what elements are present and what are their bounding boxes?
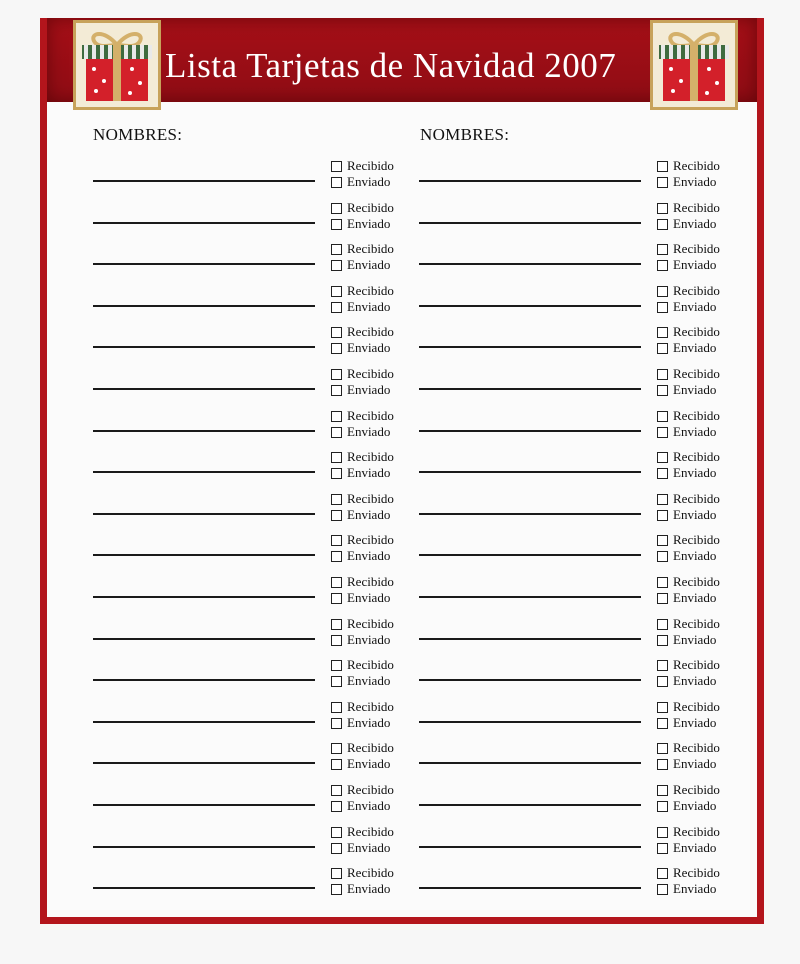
checkbox-icon[interactable] [331, 244, 342, 255]
checkbox-icon[interactable] [657, 660, 668, 671]
checkbox-icon[interactable] [657, 452, 668, 463]
checkbox-icon[interactable] [657, 177, 668, 188]
sent-checkbox[interactable] [657, 798, 716, 814]
sent-checkbox[interactable] [331, 382, 390, 398]
sent-checkbox-label: Enviado [347, 174, 391, 189]
checkbox-icon[interactable] [331, 468, 342, 479]
received-checkbox[interactable] [331, 283, 394, 299]
checkbox-icon[interactable] [331, 660, 342, 671]
sent-checkbox-label: Enviado [347, 548, 391, 563]
sent-checkbox[interactable] [331, 840, 390, 856]
received-checkbox-label: Recibido [347, 158, 394, 173]
checkbox-icon[interactable] [657, 827, 668, 838]
name-entry-line[interactable] [93, 679, 315, 681]
checkbox-icon[interactable] [657, 343, 668, 354]
checkbox-icon[interactable] [657, 468, 668, 479]
checkbox-icon[interactable] [657, 884, 668, 895]
checkbox-icon[interactable] [657, 327, 668, 338]
sent-checkbox[interactable] [657, 340, 716, 356]
name-entry-line[interactable] [419, 388, 641, 390]
sent-checkbox[interactable] [657, 756, 716, 772]
received-checkbox[interactable] [657, 366, 720, 382]
received-checkbox[interactable] [331, 408, 394, 424]
checkbox-icon[interactable] [657, 759, 668, 770]
checkbox-icon[interactable] [657, 535, 668, 546]
christmas-card-list-sheet [40, 18, 764, 924]
checkbox-icon[interactable] [331, 219, 342, 230]
name-entry-line[interactable] [419, 846, 641, 848]
received-checkbox[interactable] [657, 616, 720, 632]
sent-checkbox[interactable] [331, 715, 390, 731]
checkbox-icon[interactable] [657, 427, 668, 438]
checkbox-icon[interactable] [331, 635, 342, 646]
sent-checkbox-label: Enviado [673, 798, 717, 813]
received-checkbox-label: Recibido [673, 324, 720, 339]
name-entry-line[interactable] [93, 554, 315, 556]
checkbox-icon[interactable] [657, 494, 668, 505]
checkbox-icon[interactable] [331, 327, 342, 338]
received-checkbox-label: Recibido [347, 865, 394, 880]
sent-checkbox[interactable] [657, 299, 716, 315]
checkbox-icon[interactable] [331, 884, 342, 895]
name-entry-line[interactable] [93, 804, 315, 806]
received-checkbox[interactable] [331, 241, 394, 257]
received-checkbox[interactable] [657, 491, 720, 507]
checkbox-icon[interactable] [331, 843, 342, 854]
name-entry-line[interactable] [419, 305, 641, 307]
checkbox-icon[interactable] [657, 843, 668, 854]
received-checkbox[interactable] [657, 865, 720, 881]
sent-checkbox[interactable] [331, 507, 390, 523]
received-checkbox-label: Recibido [673, 574, 720, 589]
received-checkbox[interactable] [331, 449, 394, 465]
name-entry-line[interactable] [419, 596, 641, 598]
received-checkbox[interactable] [657, 408, 720, 424]
received-checkbox-label: Recibido [673, 366, 720, 381]
name-entry-line[interactable] [93, 887, 315, 889]
sent-checkbox[interactable] [331, 590, 390, 606]
sent-checkbox[interactable] [331, 673, 390, 689]
received-checkbox-label: Recibido [673, 283, 720, 298]
sent-checkbox-label: Enviado [673, 174, 717, 189]
sent-checkbox-label: Enviado [347, 465, 391, 480]
name-entry-line[interactable] [93, 721, 315, 723]
name-entry-line[interactable] [93, 430, 315, 432]
sent-checkbox[interactable] [331, 465, 390, 481]
received-checkbox-label: Recibido [347, 408, 394, 423]
name-entry-line[interactable] [93, 263, 315, 265]
checkbox-icon[interactable] [657, 577, 668, 588]
checkbox-icon[interactable] [657, 551, 668, 562]
name-entry-line[interactable] [93, 513, 315, 515]
sent-checkbox-label: Enviado [347, 715, 391, 730]
name-entry-line[interactable] [93, 305, 315, 307]
sent-checkbox-label: Enviado [673, 881, 717, 896]
sent-checkbox[interactable] [657, 673, 716, 689]
name-entry-line[interactable] [93, 471, 315, 473]
received-checkbox-label: Recibido [673, 241, 720, 256]
sent-checkbox[interactable] [657, 465, 716, 481]
checkbox-icon[interactable] [657, 385, 668, 396]
name-entry-line[interactable] [93, 346, 315, 348]
checkbox-icon[interactable] [657, 676, 668, 687]
name-entry-line[interactable] [419, 638, 641, 640]
checkbox-icon[interactable] [331, 551, 342, 562]
received-checkbox[interactable] [331, 366, 394, 382]
checkbox-icon[interactable] [657, 203, 668, 214]
sent-checkbox[interactable] [331, 798, 390, 814]
name-entry-line[interactable] [419, 762, 641, 764]
sent-checkbox[interactable] [657, 590, 716, 606]
sent-checkbox-label: Enviado [347, 257, 391, 272]
received-checkbox[interactable] [331, 532, 394, 548]
checkbox-icon[interactable] [657, 868, 668, 879]
name-entry-line[interactable] [419, 804, 641, 806]
received-checkbox-label: Recibido [347, 574, 394, 589]
name-entry-line[interactable] [419, 180, 641, 182]
received-checkbox-label: Recibido [673, 491, 720, 506]
sent-checkbox[interactable] [657, 424, 716, 440]
sent-checkbox-label: Enviado [673, 840, 717, 855]
name-entry-line[interactable] [93, 638, 315, 640]
received-checkbox[interactable] [331, 657, 394, 673]
checkbox-icon[interactable] [657, 161, 668, 172]
received-checkbox-label: Recibido [673, 449, 720, 464]
received-checkbox-label: Recibido [347, 699, 394, 714]
name-entry-line[interactable] [419, 222, 641, 224]
checkbox-icon[interactable] [331, 868, 342, 879]
checkbox-icon[interactable] [657, 411, 668, 422]
checkbox-icon[interactable] [331, 702, 342, 713]
received-checkbox-label: Recibido [347, 491, 394, 506]
name-entry-line[interactable] [419, 554, 641, 556]
checkbox-icon[interactable] [331, 593, 342, 604]
name-entry-line[interactable] [93, 596, 315, 598]
checkbox-icon[interactable] [657, 785, 668, 796]
sent-checkbox-label: Enviado [347, 881, 391, 896]
received-checkbox[interactable] [331, 324, 394, 340]
received-checkbox-label: Recibido [673, 616, 720, 631]
checkbox-icon[interactable] [331, 676, 342, 687]
sent-checkbox-label: Enviado [347, 424, 391, 439]
sent-checkbox[interactable] [331, 257, 390, 273]
name-entry-line[interactable] [419, 346, 641, 348]
received-checkbox-label: Recibido [347, 782, 394, 797]
sent-checkbox-label: Enviado [673, 715, 717, 730]
checkbox-icon[interactable] [331, 177, 342, 188]
name-entry-line[interactable] [419, 263, 641, 265]
checkbox-icon[interactable] [657, 260, 668, 271]
sent-checkbox[interactable] [657, 715, 716, 731]
checkbox-icon[interactable] [657, 635, 668, 646]
received-checkbox[interactable] [331, 491, 394, 507]
sent-checkbox[interactable] [657, 216, 716, 232]
checkbox-icon[interactable] [331, 619, 342, 630]
gift-box-icon [73, 20, 161, 110]
sent-checkbox[interactable] [331, 299, 390, 315]
received-checkbox-label: Recibido [347, 616, 394, 631]
checkbox-icon[interactable] [657, 593, 668, 604]
received-checkbox-label: Recibido [347, 740, 394, 755]
sent-checkbox-label: Enviado [347, 507, 391, 522]
checkbox-icon[interactable] [657, 702, 668, 713]
received-checkbox[interactable] [657, 782, 720, 798]
sent-checkbox-label: Enviado [673, 548, 717, 563]
sent-checkbox[interactable] [331, 632, 390, 648]
checkbox-icon[interactable] [657, 718, 668, 729]
sent-checkbox-label: Enviado [673, 756, 717, 771]
received-checkbox[interactable] [657, 324, 720, 340]
sent-checkbox-label: Enviado [673, 340, 717, 355]
name-entry-line[interactable] [419, 679, 641, 681]
sent-checkbox-label: Enviado [347, 216, 391, 231]
received-checkbox-label: Recibido [347, 324, 394, 339]
checkbox-icon[interactable] [657, 801, 668, 812]
sent-checkbox-label: Enviado [347, 673, 391, 688]
sent-checkbox[interactable] [331, 424, 390, 440]
checkbox-icon[interactable] [657, 619, 668, 630]
name-entry-line[interactable] [419, 430, 641, 432]
sent-checkbox[interactable] [657, 548, 716, 564]
received-checkbox-label: Recibido [347, 449, 394, 464]
name-entry-line[interactable] [419, 513, 641, 515]
sent-checkbox[interactable] [657, 632, 716, 648]
checkbox-icon[interactable] [331, 577, 342, 588]
checkbox-icon[interactable] [331, 759, 342, 770]
received-checkbox-label: Recibido [347, 200, 394, 215]
gift-box-icon [650, 20, 738, 110]
received-checkbox-label: Recibido [673, 699, 720, 714]
received-checkbox-label: Recibido [347, 532, 394, 547]
received-checkbox[interactable] [331, 865, 394, 881]
sent-checkbox-label: Enviado [347, 632, 391, 647]
received-checkbox[interactable] [331, 740, 394, 756]
name-entry-line[interactable] [93, 388, 315, 390]
received-checkbox[interactable] [657, 241, 720, 257]
checkbox-icon[interactable] [331, 385, 342, 396]
received-checkbox[interactable] [657, 824, 720, 840]
received-checkbox[interactable] [657, 158, 720, 174]
received-checkbox[interactable] [331, 200, 394, 216]
received-checkbox[interactable] [657, 574, 720, 590]
checkbox-icon[interactable] [331, 452, 342, 463]
sent-checkbox[interactable] [657, 174, 716, 190]
sent-checkbox-label: Enviado [673, 382, 717, 397]
page-title: Lista Tarjetas de Navidad 2007 [165, 46, 617, 85]
checkbox-icon[interactable] [331, 494, 342, 505]
sent-checkbox-label: Enviado [673, 632, 717, 647]
checkbox-icon[interactable] [331, 411, 342, 422]
checkbox-icon[interactable] [657, 286, 668, 297]
sent-checkbox-label: Enviado [673, 424, 717, 439]
checkbox-icon[interactable] [331, 827, 342, 838]
received-checkbox[interactable] [331, 782, 394, 798]
received-checkbox-label: Recibido [673, 158, 720, 173]
checkbox-icon[interactable] [331, 286, 342, 297]
received-checkbox-label: Recibido [347, 824, 394, 839]
checkbox-icon[interactable] [331, 203, 342, 214]
checkbox-icon[interactable] [331, 260, 342, 271]
received-checkbox-label: Recibido [673, 408, 720, 423]
sent-checkbox[interactable] [331, 174, 390, 190]
sent-checkbox-label: Enviado [347, 756, 391, 771]
sent-checkbox-label: Enviado [347, 382, 391, 397]
name-entry-line[interactable] [419, 471, 641, 473]
received-checkbox-label: Recibido [673, 532, 720, 547]
received-checkbox[interactable] [657, 200, 720, 216]
received-checkbox-label: Recibido [347, 366, 394, 381]
received-checkbox-label: Recibido [347, 283, 394, 298]
sent-checkbox[interactable] [331, 548, 390, 564]
received-checkbox[interactable] [331, 824, 394, 840]
name-entry-line[interactable] [93, 180, 315, 182]
received-checkbox-label: Recibido [673, 824, 720, 839]
checkbox-icon[interactable] [331, 718, 342, 729]
checkbox-icon[interactable] [657, 302, 668, 313]
received-checkbox-label: Recibido [673, 657, 720, 672]
checkbox-icon[interactable] [331, 427, 342, 438]
received-checkbox-label: Recibido [673, 740, 720, 755]
received-checkbox[interactable] [657, 283, 720, 299]
checkbox-icon[interactable] [331, 369, 342, 380]
received-checkbox-label: Recibido [673, 865, 720, 880]
sent-checkbox-label: Enviado [673, 673, 717, 688]
sent-checkbox[interactable] [657, 382, 716, 398]
checkbox-icon[interactable] [657, 369, 668, 380]
checkbox-icon[interactable] [331, 743, 342, 754]
received-checkbox[interactable] [331, 158, 394, 174]
received-checkbox[interactable] [657, 532, 720, 548]
sent-checkbox-label: Enviado [673, 590, 717, 605]
checkbox-icon[interactable] [331, 535, 342, 546]
sent-checkbox-label: Enviado [347, 340, 391, 355]
sent-checkbox-label: Enviado [673, 507, 717, 522]
sent-checkbox-label: Enviado [347, 590, 391, 605]
sent-checkbox-label: Enviado [673, 299, 717, 314]
checkbox-icon[interactable] [331, 302, 342, 313]
sent-checkbox[interactable] [331, 881, 390, 897]
received-checkbox[interactable] [331, 616, 394, 632]
received-checkbox[interactable] [657, 657, 720, 673]
sent-checkbox[interactable] [331, 340, 390, 356]
name-entry-line[interactable] [419, 721, 641, 723]
name-entry-line[interactable] [93, 762, 315, 764]
checkbox-icon[interactable] [331, 785, 342, 796]
checkbox-icon[interactable] [331, 801, 342, 812]
sent-checkbox-label: Enviado [673, 216, 717, 231]
sent-checkbox-label: Enviado [673, 257, 717, 272]
sent-checkbox[interactable] [657, 840, 716, 856]
sent-checkbox[interactable] [331, 216, 390, 232]
received-checkbox-label: Recibido [347, 241, 394, 256]
sent-checkbox[interactable] [657, 507, 716, 523]
sent-checkbox-label: Enviado [347, 798, 391, 813]
received-checkbox[interactable] [331, 699, 394, 715]
received-checkbox[interactable] [657, 699, 720, 715]
sent-checkbox[interactable] [657, 881, 716, 897]
received-checkbox-label: Recibido [673, 782, 720, 797]
name-entry-line[interactable] [93, 846, 315, 848]
sent-checkbox-label: Enviado [347, 299, 391, 314]
name-entry-line[interactable] [93, 222, 315, 224]
column-header-left: NOMBRES: [93, 125, 183, 144]
checkbox-icon[interactable] [657, 743, 668, 754]
checkbox-icon[interactable] [331, 510, 342, 521]
column-header-right: NOMBRES: [420, 125, 510, 144]
received-checkbox[interactable] [657, 740, 720, 756]
received-checkbox-label: Recibido [673, 200, 720, 215]
sent-checkbox-label: Enviado [673, 465, 717, 480]
checkbox-icon[interactable] [657, 219, 668, 230]
sent-checkbox[interactable] [331, 756, 390, 772]
checkbox-icon[interactable] [657, 244, 668, 255]
checkbox-icon[interactable] [331, 343, 342, 354]
sent-checkbox[interactable] [657, 257, 716, 273]
checkbox-icon[interactable] [657, 510, 668, 521]
checkbox-icon[interactable] [331, 161, 342, 172]
received-checkbox[interactable] [657, 449, 720, 465]
received-checkbox[interactable] [331, 574, 394, 590]
name-entry-line[interactable] [419, 887, 641, 889]
received-checkbox-label: Recibido [347, 657, 394, 672]
sent-checkbox-label: Enviado [347, 840, 391, 855]
